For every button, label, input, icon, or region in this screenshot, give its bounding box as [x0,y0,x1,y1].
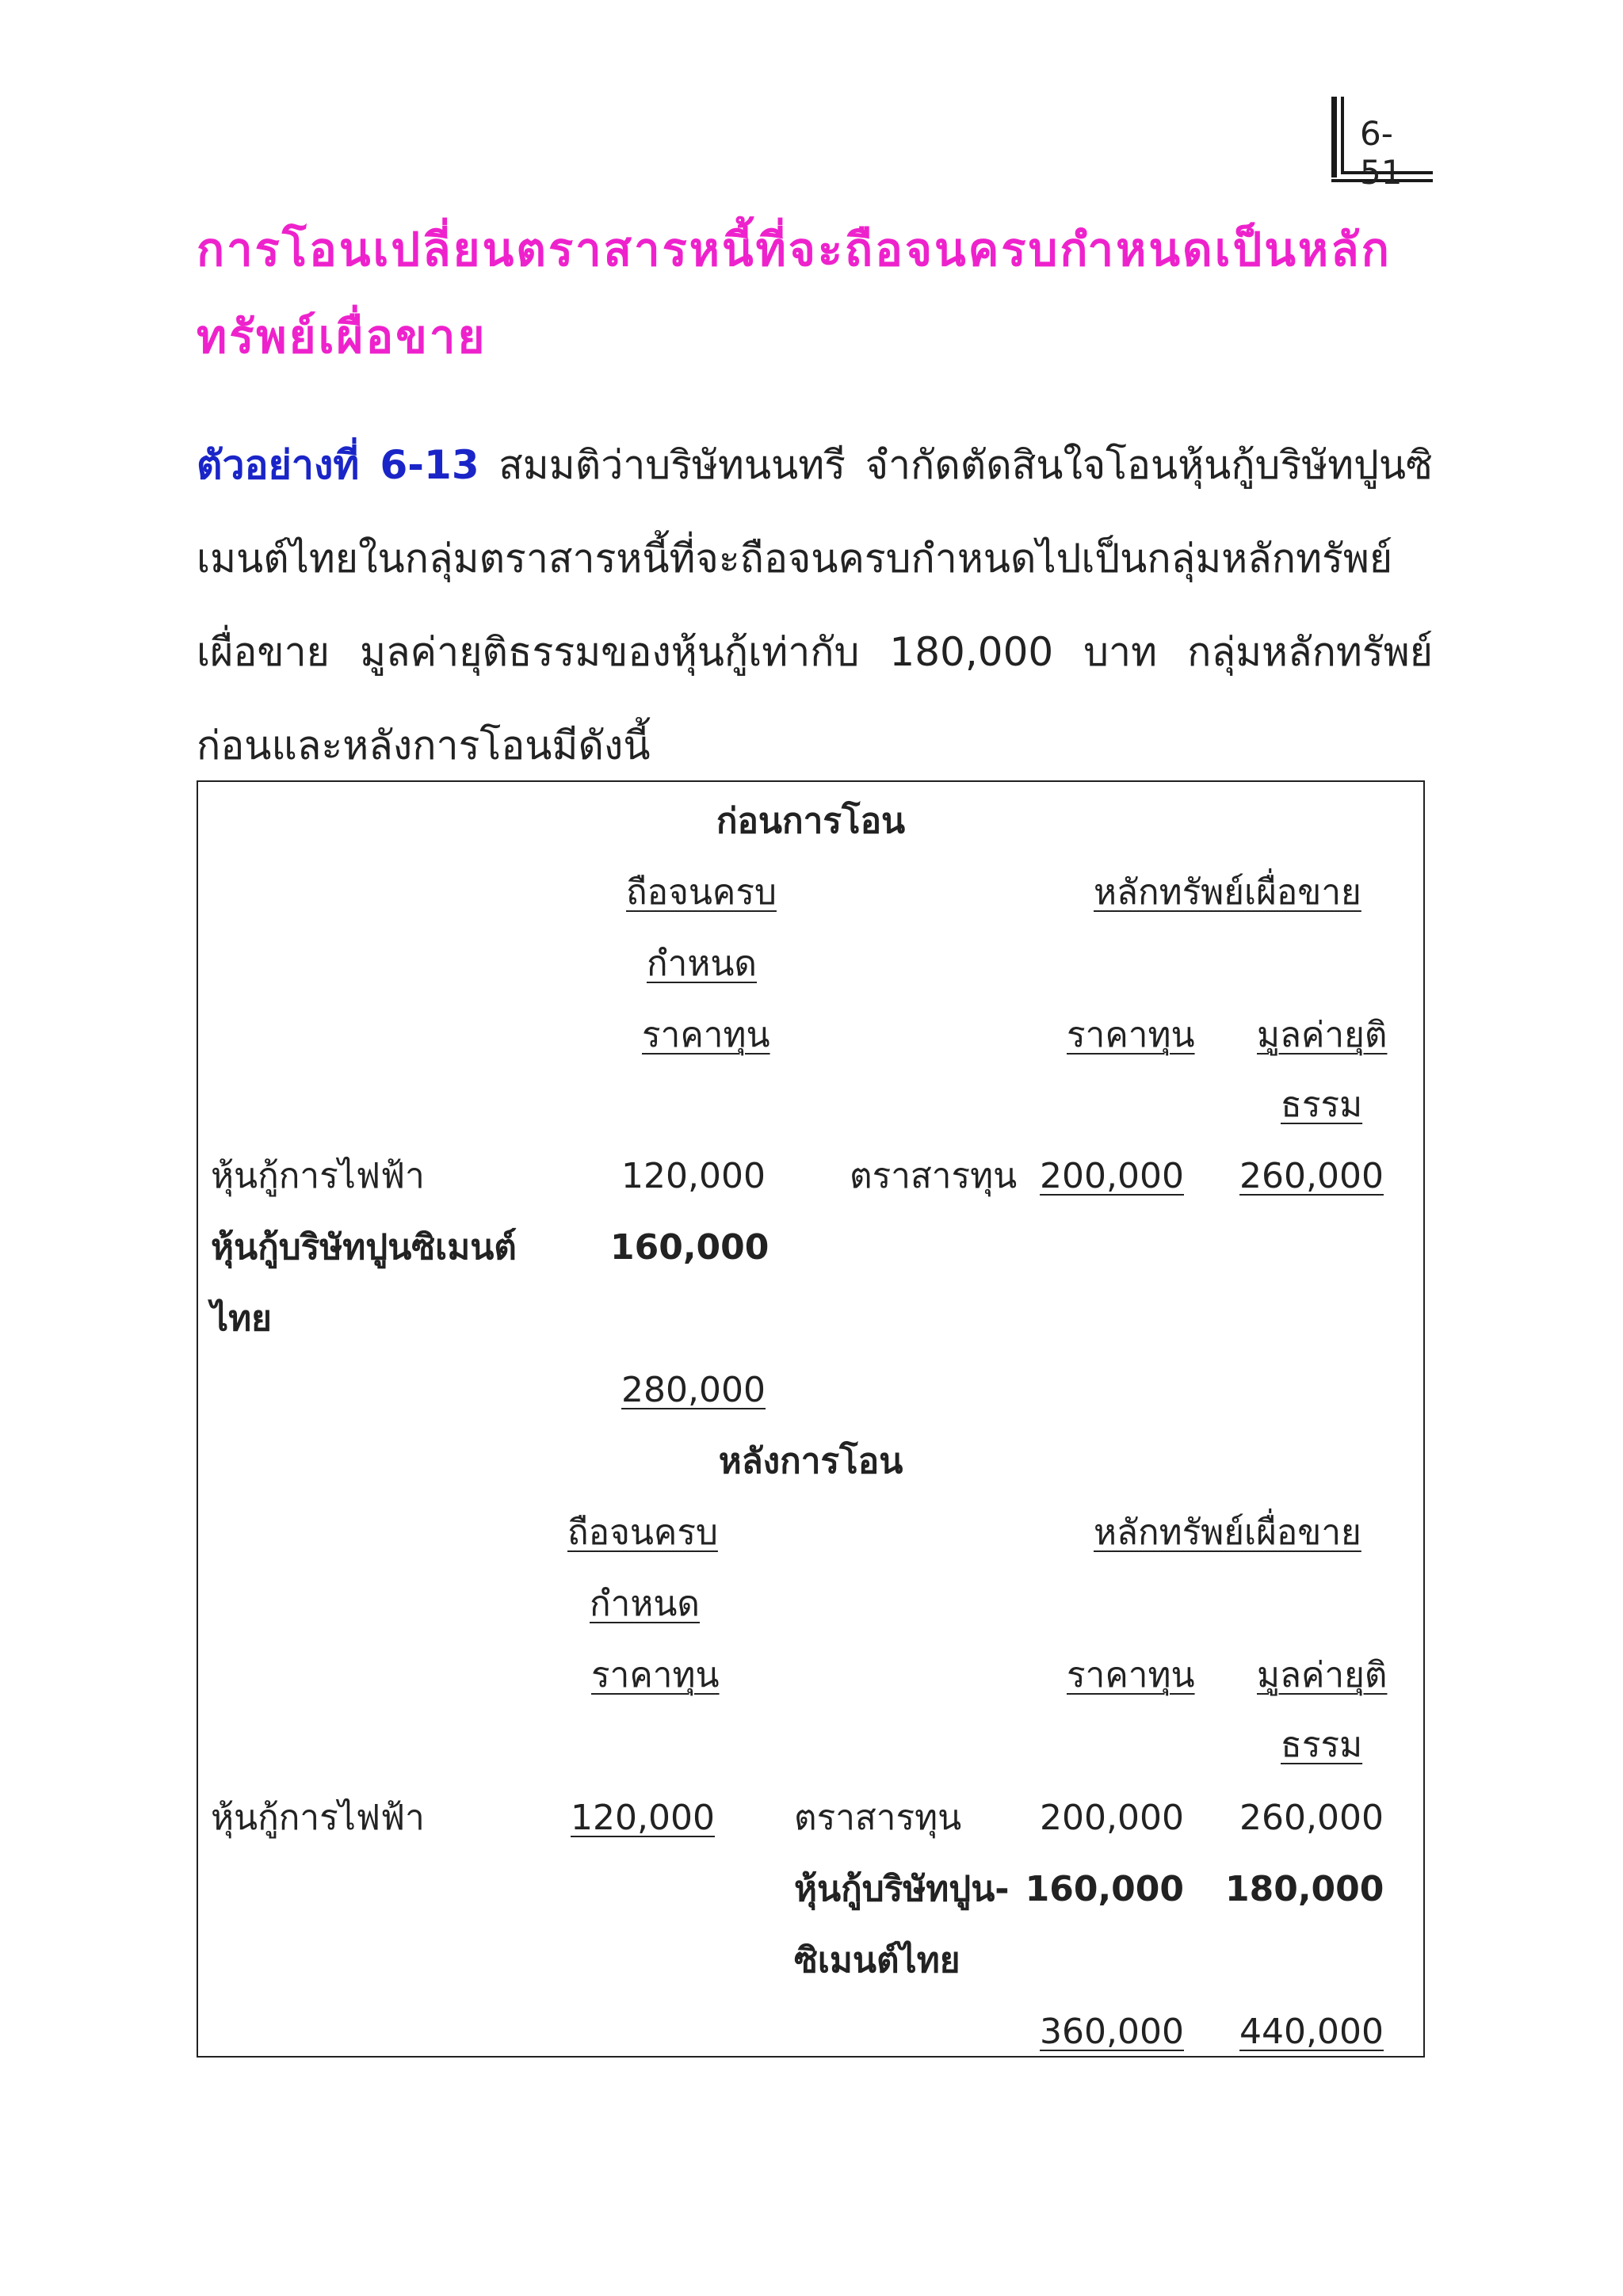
after-row2-afs-fair: 180,000 [1225,1869,1384,1909]
before-row1-afs-fair: 260,000 [1239,1156,1384,1196]
after-row2-afs-name-line2: ซิเมนต์ไทย [794,1940,960,1981]
after-fair-value-label-line2: ธรรม [1281,1725,1363,1765]
before-row1-name: หุ้นกู้การไฟฟ้า [211,1156,425,1196]
after-afs-header: หลักทรัพย์เผื่อขาย [1094,1512,1361,1553]
after-total-afs-cost: 360,000 [1040,2012,1184,2052]
before-afs-cost-label: ราคาทุน [1067,1015,1195,1055]
after-row2-afs-cost: 160,000 [1025,1869,1184,1909]
before-cost-label: ราคาทุน [642,1015,770,1055]
after-title: หลังการโอน [718,1441,903,1482]
before-title: ก่อนการโอน [716,801,906,841]
after-row1-afs-fair: 260,000 [1239,1798,1384,1838]
after-row1-afs-cost: 200,000 [1040,1798,1184,1838]
page-number: 6-51 [1360,114,1403,192]
section-heading-line2: ทรัพย์เผื่อขาย [197,310,487,364]
transfer-table [197,780,1425,2058]
before-htm-header-line2: กำหนด [647,944,758,984]
before-fair-value-label-line2: ธรรม [1281,1085,1363,1125]
before-row1-afs-cost: 200,000 [1040,1156,1184,1196]
after-total-afs-fair: 440,000 [1239,2012,1384,2052]
after-cost-label: ราคาทุน [591,1655,720,1695]
page-number-bar [1331,97,1337,177]
example-paragraph [197,418,1433,792]
before-afs-header: หลักทรัพย์เผื่อขาย [1094,872,1361,913]
section-heading [197,206,1433,380]
before-htm-header-line1: ถือจนครบ [626,872,777,913]
after-htm-header-line1: ถือจนครบ [567,1512,718,1553]
page-number-bar [1341,97,1344,171]
before-row2-name-line2: ไทย [211,1299,272,1339]
before-row2-name-line1: หุ้นกู้บริษัทปูนซิเมนต์ [211,1227,517,1268]
after-row1-htm: 120,000 [571,1798,715,1838]
before-fair-value-label-line1: มูลค่ายุติ [1257,1015,1388,1055]
before-row1-afs-name: ตราสารทุน [850,1156,1018,1196]
after-htm-header-line2: กำหนด [590,1584,701,1624]
page-number-box [1331,97,1433,192]
after-row1-afs-name: ตราสารทุน [794,1798,962,1838]
after-afs-cost-label: ราคาทุน [1067,1655,1195,1695]
before-row1-htm: 120,000 [621,1156,766,1196]
before-total-htm: 280,000 [621,1370,766,1410]
example-label: ตัวอย่างที่ 6-13 [197,442,479,488]
section-heading-line1: การโอนเปลี่ยนตราสารหนี้ที่จะถือจนครบกำหนดเป็นหลัก [197,223,1392,277]
after-row1-name: หุ้นกู้การไฟฟ้า [211,1798,425,1838]
after-row2-afs-name-line1: หุ้นกู้บริษัทปูน- [794,1869,1010,1909]
after-fair-value-label-line1: มูลค่ายุติ [1257,1655,1388,1695]
before-row2-htm: 160,000 [610,1227,769,1268]
example-text: สมมติว่าบริษัทนนทรี จำกัดตัดสินใจโอนหุ้นกู้บริษัทปูนซิเมนต์ไทยในกลุ่มตราสารหนี้ที่จะถือจนครบกำหนดไปเป็นกลุ่มหลักทรัพย์เผื่อขาย มูลค่ายุติธรรมของหุ้นกู้เท่ากับ 180,000 บาท กลุ่มหลักทรัพย์ก่อนและหลังการโอนมีดังนี้ [197,442,1433,769]
